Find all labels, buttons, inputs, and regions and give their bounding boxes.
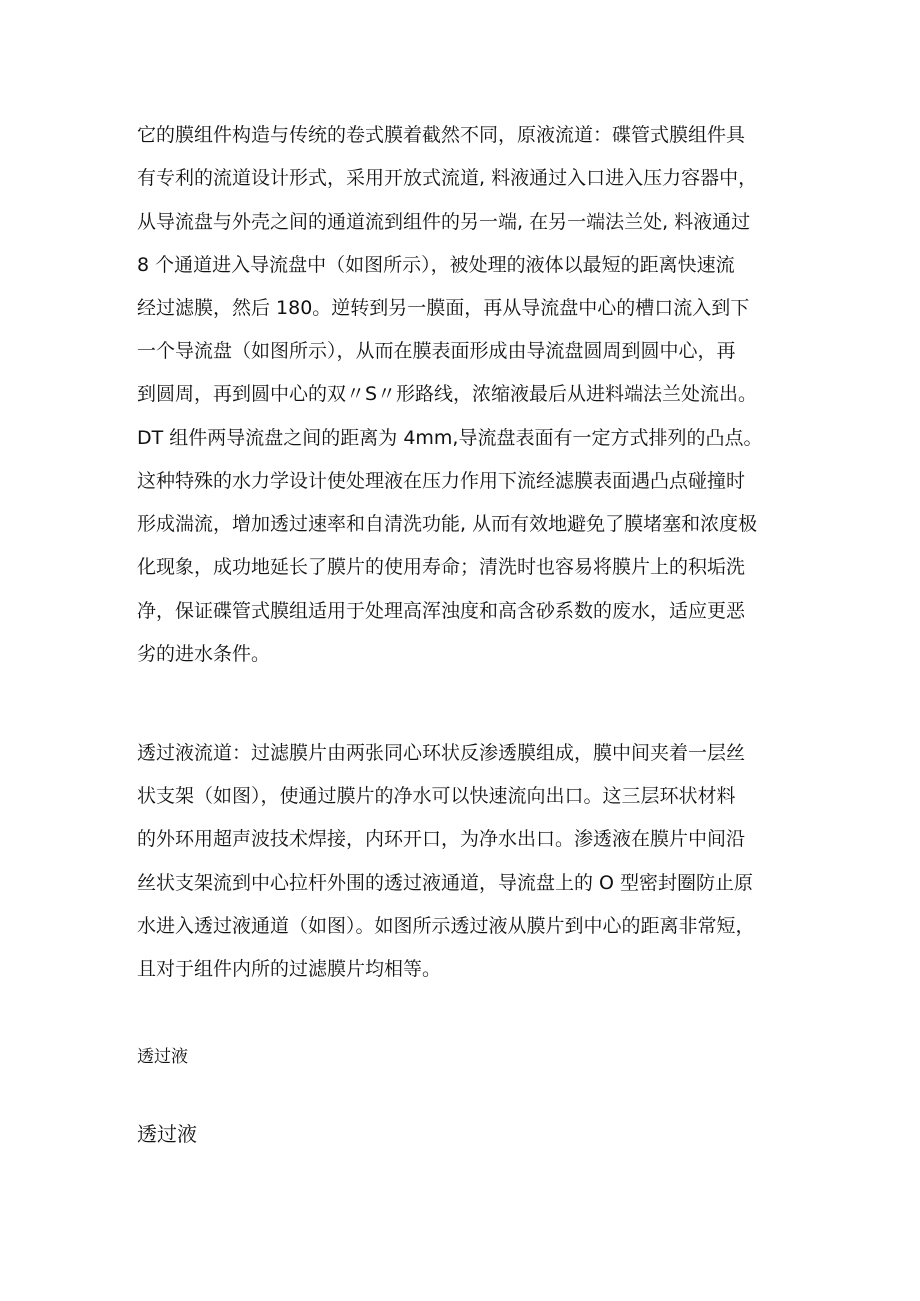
text-line: DT 组件两导流盘之间的距离为 4mm,导流盘表面有一定方式排列的凸点。	[137, 427, 763, 449]
text-line: 且对于组件内所的过滤膜片均相等。	[137, 958, 442, 980]
text-line: 水进入透过液通道（如图）。如图所示透过液从膜片到中心的距离非常短，	[137, 915, 755, 937]
text-line: 净，保证碟管式膜组适用于处理高浑浊度和高含砂系数的废水，适应更恶	[137, 600, 746, 622]
text-line: 经过滤膜，然后 180。逆转到另一膜面，再从导流盘中心的槽口流入到下	[137, 297, 750, 319]
text-line: 的外环用超声波技术焊接，内环开口，为净水出口。渗透液在膜片中间沿	[137, 828, 746, 850]
text-line: 8 个通道进入导流盘中（如图所示），被处理的液体以最短的距离快速流	[137, 254, 735, 276]
text-line: 一个导流盘（如图所示），从而在膜表面形成由导流盘圆周到圆中心，再	[137, 340, 736, 362]
text-line: 有专利的流道设计形式，采用开放式流道, 料液通过入口进入压力容器中，	[137, 167, 758, 189]
text-line: 状支架（如图），使通过膜片的净水可以快速流向出口。这三层环状材料	[137, 785, 736, 807]
text-line: 到圆周，再到圆中心的双〃S〃形路线，浓缩液最后从进料端法兰处流出。	[137, 383, 758, 405]
figure-caption: 透过液	[137, 1122, 197, 1146]
text-line: 劣的进水条件。	[137, 643, 271, 665]
text-line: 化现象，成功地延长了膜片的使用寿命；清洗时也容易将膜片上的积垢洗	[137, 556, 746, 578]
text-line: 它的膜组件构造与传统的卷式膜着截然不同，原液流道：碟管式膜组件具	[137, 124, 746, 146]
figure-caption: 透过液	[137, 1047, 188, 1067]
text-line: 这种特殊的水力学设计使处理液在压力作用下流经滤膜表面遇凸点碰撞时	[137, 470, 746, 492]
text-line: 丝状支架流到中心拉杆外围的透过液通道，导流盘上的 O 型密封圈防止原	[137, 872, 754, 894]
text-line: 透过液流道：过滤膜片由两张同心环状反渗透膜组成，膜中间夹着一层丝	[137, 742, 746, 764]
text-line: 形成湍流，增加透过速率和自清洗功能, 从而有效地避免了膜堵塞和浓度极	[137, 513, 758, 535]
text-line: 从导流盘与外壳之间的通道流到组件的另一端, 在另一端法兰处, 料液通过	[137, 211, 751, 233]
